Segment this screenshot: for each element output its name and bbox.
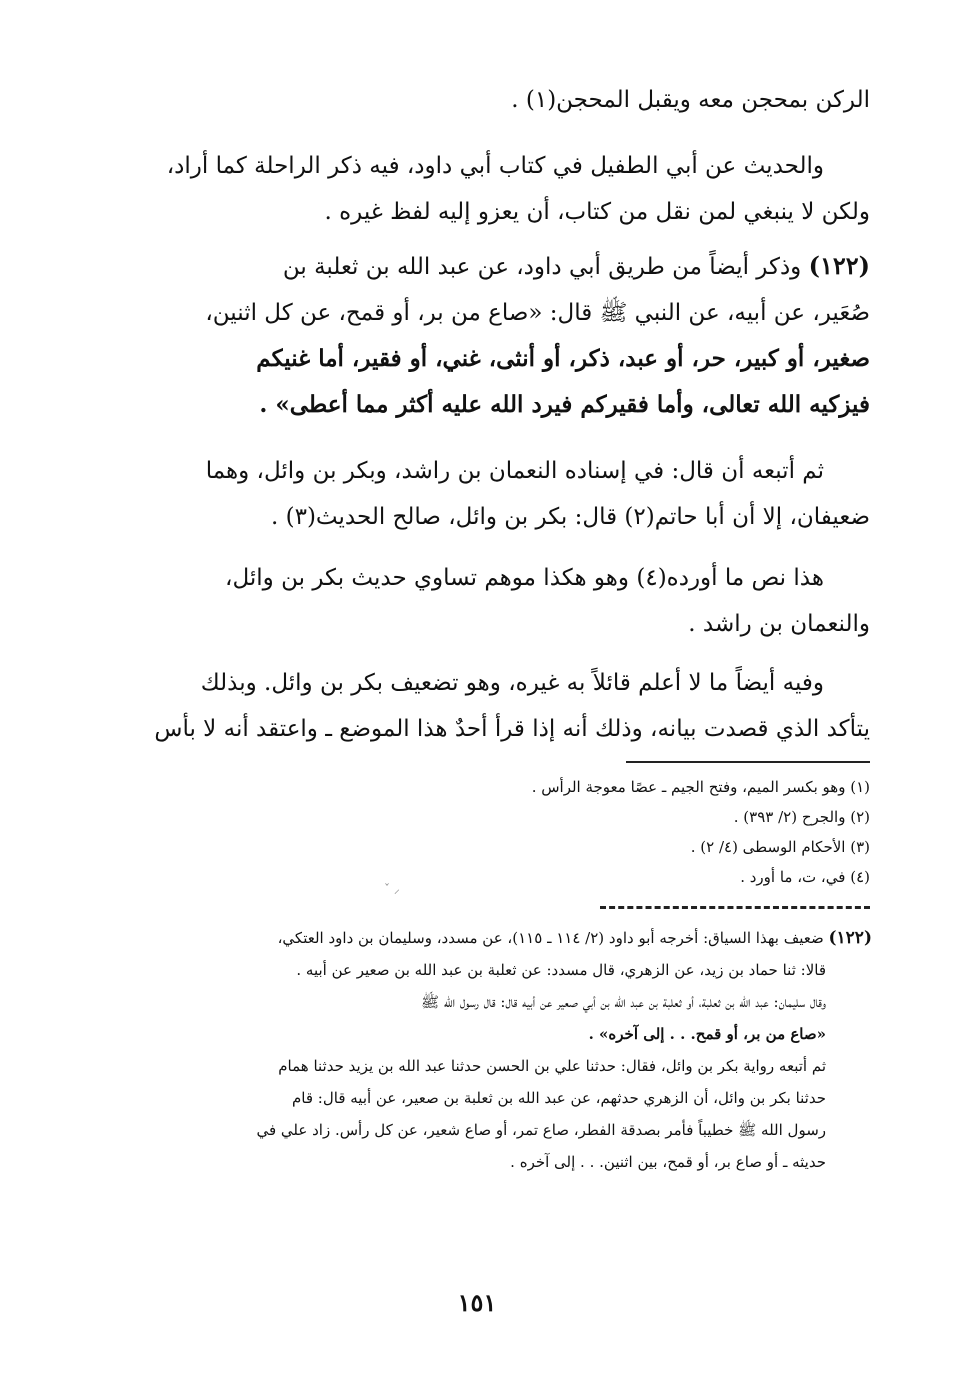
paragraph-122 [160,243,870,428]
note-line: رسول الله ﷺ خطيباً فأمر بصدقة الفطر، صاع تمر، أو صاع شعير، عن كل رأس. زاد علي في [256,1121,826,1139]
editor-notes [160,922,872,1178]
footnote-4: (٤) في، ت، ما أورد . [740,868,870,886]
paragraph-3 [160,448,870,540]
hadith-text-line: فيزكيه الله تعالى، وأما فقيركم فيرد الله عليه أكثر مما أعطى» . [259,391,870,418]
text-line: والنعمان بن راشد . [688,611,870,637]
paragraph-0 [160,77,870,123]
note-line: قالا: ثنا حماد بن زيد، عن الزهري، قال مسدد: عن ثعلبة بن عبد الله بن صعير عن أبيه . [296,961,826,979]
text-line: ضعيفان، إلا أن أبا حاتم(٢) قال: بكر بن وائل، صالح الحديث(٣) . [270,504,870,530]
paragraph-4 [160,555,870,647]
text-segment: وذكر أيضاً من طريق أبي داود، عن عبد الله بن ثعلبة بن [282,254,802,280]
note-number: (١٢٢) [828,928,872,948]
text-line: هذا نص ما أورده(٤) وهو هكذا موهم تساوي حديث بكر بن وائل، [225,565,824,591]
note-line: حدثنا بكر بن وائل، أن الزهري حدثهم، عن عبد الله بن ثعلبة بن صعير، عن أبيه قال: قام [292,1089,826,1107]
text-line: والحديث عن أبي الطفيل في كتاب أبي داود، فيه ذكر الراحلة كما أراد، [166,153,824,179]
hadith-number: (١٢٢) [808,251,870,280]
note-line: وقال سليمان: عبد الله بن ثعلبة، أو ثعلبة بن عبد الله بن أبي صعير عن أبيه قال: قال رسول الله ﷺ [421,993,826,1011]
text-line: ثم أتبعه أن قال: في إسناده النعمان بن راشد، وبكر بن وائل، وهما [205,458,824,484]
text-line: ولكن لا ينبغي لمن نقل من كتاب، أن يعزو إليه لفظ غيره . [324,199,870,225]
paragraph-1 [160,143,870,235]
text-line: وفيه أيضاً ما لا أعلم قائلاً به غيره، وهو تضعيف بكر بن وائل. وبذلك [200,670,824,696]
notes-divider [600,906,870,909]
footnotes [160,772,870,892]
text-line: الركن بمحجن معه ويقبل المحجن(١) . [511,87,870,113]
text-line: يتأكد الذي قصدت بيانه، وذلك أنه إذا قرأ أحدٌ هذا الموضع ـ واعتقد أنه لا بأس [154,716,870,742]
note-line: «صاع من بر، أو قمح. . . إلى آخره» . [588,1025,826,1043]
note-line: ثم أتبعه رواية بكر بن وائل، فقال: حدثنا علي بن الحسن حدثنا عبد الله بن يزيد حدثنا همام [278,1057,826,1075]
note-line [160,922,872,954]
hadith-text-line: صغير، أو كبير، حر، أو عبد، ذكر، أو أنثى، غني، أو فقير، أما غنيكم [256,345,870,372]
note-line: حديثه ـ أو صاع بر، أو قمح، بين اثنين. . . إلى آخره . [510,1153,826,1171]
stray-mark: ˇ ⸝ [384,882,400,896]
footnote-2: (٢) والجرح (٢/ ٣٩٣) . [733,808,870,826]
text-line [160,243,870,290]
footnote-3: (٣) الأحكام الوسطى (٤/ ٢) . [690,838,870,856]
paragraph-5 [154,660,870,752]
page-number: ١٥١ [457,1288,497,1317]
footnote-1: (١) وهو بكسر الميم، وفتح الجيم ـ عصًا معوجة الرأس . [531,778,870,796]
footnote-divider [626,761,870,763]
note-text: ضعيف بهذا السياق: أخرجه أبو داود (٢/ ١١٤ ـ ١١٥)، عن مسدد، وسليمان بن داود العتكي، [277,929,824,947]
text-line: صُعَير، عن أبيه، عن النبي ﷺ قال: «صاع من بر، أو قمح، عن كل اثنين، [205,300,870,326]
